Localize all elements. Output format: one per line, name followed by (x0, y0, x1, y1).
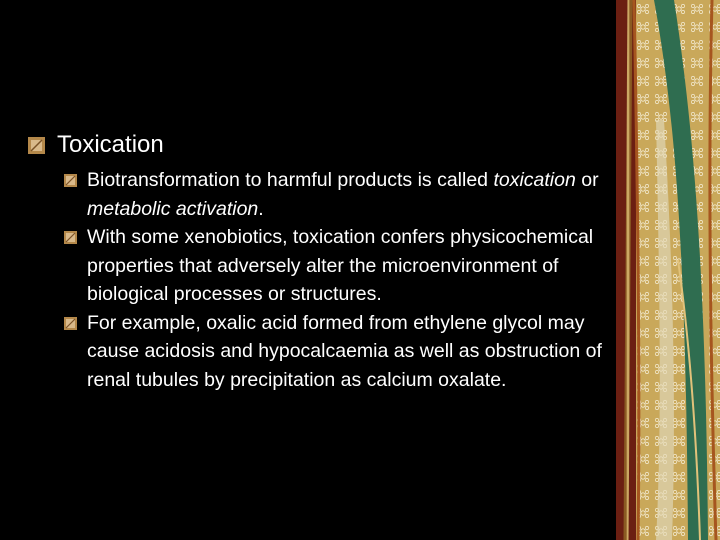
list-item-text: Biotransformation to harmful products is called toxication or metabolic activation. (87, 169, 599, 220)
heading-row (28, 130, 608, 160)
tan-square-bullet-icon (64, 174, 77, 187)
decorative-side-pattern (616, 0, 720, 540)
list-item (64, 309, 608, 395)
slide-content (28, 130, 608, 394)
list-item (64, 166, 608, 223)
term-metabolic-activation: metabolic activation (87, 197, 259, 220)
tan-square-bullet-icon (64, 231, 77, 244)
slide-heading: Toxication (57, 131, 164, 158)
tan-square-bullet-icon (28, 137, 45, 154)
term-toxication: toxication (493, 169, 576, 191)
list-item-text: For example, oxalic acid formed from ethylene glycol may cause acidosis and hypocalcaemia as well as obstruction of renal tubules by precipitation as calcium oxalate. (87, 311, 602, 391)
list-item (64, 223, 608, 309)
bullet-list (64, 166, 608, 394)
tan-square-bullet-icon (64, 317, 77, 330)
list-item-text: With some xenobiotics, toxication confers physicochemical properties that adversely alter the microenvironment of biological processes or structures. (87, 226, 594, 305)
